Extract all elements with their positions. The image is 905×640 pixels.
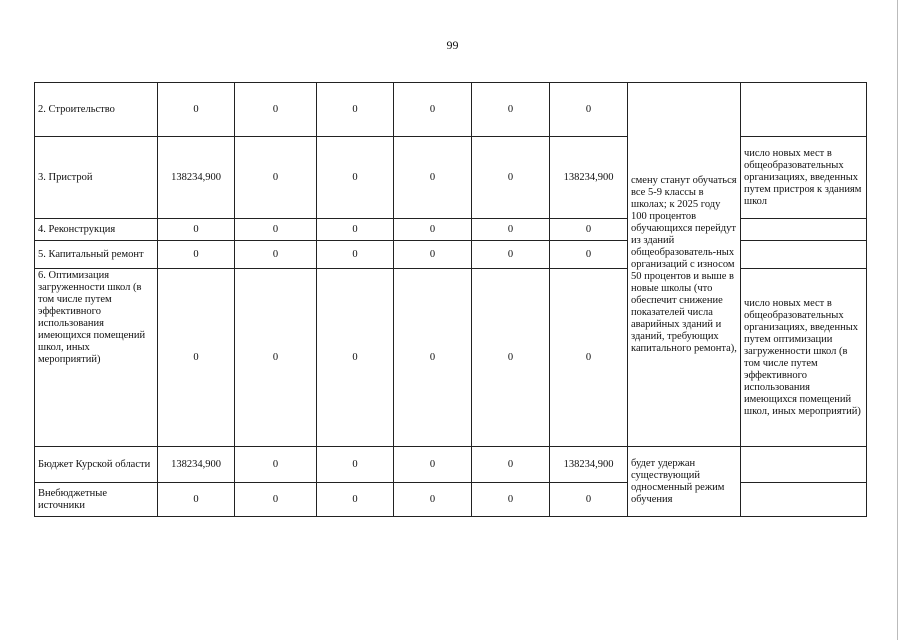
cell-value: 138234,900 — [550, 137, 628, 219]
cell-value: 0 — [394, 269, 472, 447]
cell-value: 138234,900 — [158, 447, 235, 483]
cell-value: 0 — [472, 83, 550, 137]
cell-value: 0 — [550, 241, 628, 269]
cell-value: 0 — [472, 137, 550, 219]
cell-value: 0 — [158, 83, 235, 137]
indicator-empty — [741, 447, 867, 483]
cell-value: 0 — [235, 83, 317, 137]
cell-value: 0 — [550, 83, 628, 137]
cell-value: 0 — [235, 241, 317, 269]
cell-value: 0 — [235, 483, 317, 517]
cell-value: 0 — [317, 241, 394, 269]
indicator-empty — [741, 483, 867, 517]
cell-value: 0 — [235, 219, 317, 241]
scan-artifact — [897, 0, 898, 640]
cell-value: 0 — [158, 269, 235, 447]
indicator-empty — [741, 241, 867, 269]
row-label: 4. Реконструкция — [35, 219, 158, 241]
cell-value: 0 — [394, 447, 472, 483]
cell-value: 138234,900 — [158, 137, 235, 219]
cell-value: 0 — [158, 219, 235, 241]
row-label: 5. Капитальный ремонт — [35, 241, 158, 269]
cell-value: 0 — [158, 483, 235, 517]
cell-value: 0 — [235, 447, 317, 483]
cell-value: 0 — [472, 269, 550, 447]
table-row — [35, 83, 867, 137]
cell-value: 0 — [394, 137, 472, 219]
table-row — [35, 241, 867, 269]
table-row — [35, 219, 867, 241]
cell-value: 0 — [394, 483, 472, 517]
row-label: 2. Строительство — [35, 83, 158, 137]
cell-value: 0 — [317, 269, 394, 447]
indicator-empty — [741, 83, 867, 137]
result-note: смену станут обучаться все 5-9 классы в школах; к 2025 году 100 процентов обучающихся перейдут из зданий общеобразователь-ных организаций с износом 50 процентов и выше в новые школы (что обеспечит снижение показателей числа аварийных зданий и зданий, требующих капитального ремонта), — [628, 83, 741, 447]
cell-value: 0 — [235, 269, 317, 447]
cell-value: 0 — [472, 483, 550, 517]
indicator-note: число новых мест в общеобразовательных организациях, введенных путем оптимизации загруженности школ (в том числе путем эффективного использования имеющихся помещений школ, иных мероприятий) — [741, 269, 867, 447]
cell-value: 0 — [550, 219, 628, 241]
table-row — [35, 483, 867, 517]
cell-value: 0 — [317, 137, 394, 219]
row-label: 3. Пристрой — [35, 137, 158, 219]
program-table — [34, 82, 867, 517]
cell-value: 0 — [317, 483, 394, 517]
cell-value: 0 — [472, 447, 550, 483]
page-number: 99 — [446, 38, 459, 52]
cell-value: 0 — [550, 483, 628, 517]
cell-value: 138234,900 — [550, 447, 628, 483]
cell-value: 0 — [317, 447, 394, 483]
cell-value: 0 — [394, 219, 472, 241]
cell-value: 0 — [158, 241, 235, 269]
cell-value: 0 — [235, 137, 317, 219]
table-row — [35, 137, 867, 219]
indicator-note: число новых мест в общеобразовательных организациях, введенных путем пристроя к зданиям школ — [741, 137, 867, 219]
row-label: Внебюджетные источники — [35, 483, 158, 517]
cell-value: 0 — [550, 269, 628, 447]
table-row — [35, 447, 867, 483]
cell-value: 0 — [317, 83, 394, 137]
indicator-empty — [741, 219, 867, 241]
cell-value: 0 — [317, 219, 394, 241]
cell-value: 0 — [394, 83, 472, 137]
cell-value: 0 — [394, 241, 472, 269]
cell-value: 0 — [472, 219, 550, 241]
row-label: 6. Оптимизация загруженности школ (в том числе путем эффективного использования имеющихся помещений школ, иных мероприятий) — [35, 269, 158, 447]
table-row — [35, 269, 867, 447]
row-label: Бюджет Курской области — [35, 447, 158, 483]
result-note: будет удержан существующий односменный режим обучения — [628, 447, 741, 517]
cell-value: 0 — [472, 241, 550, 269]
